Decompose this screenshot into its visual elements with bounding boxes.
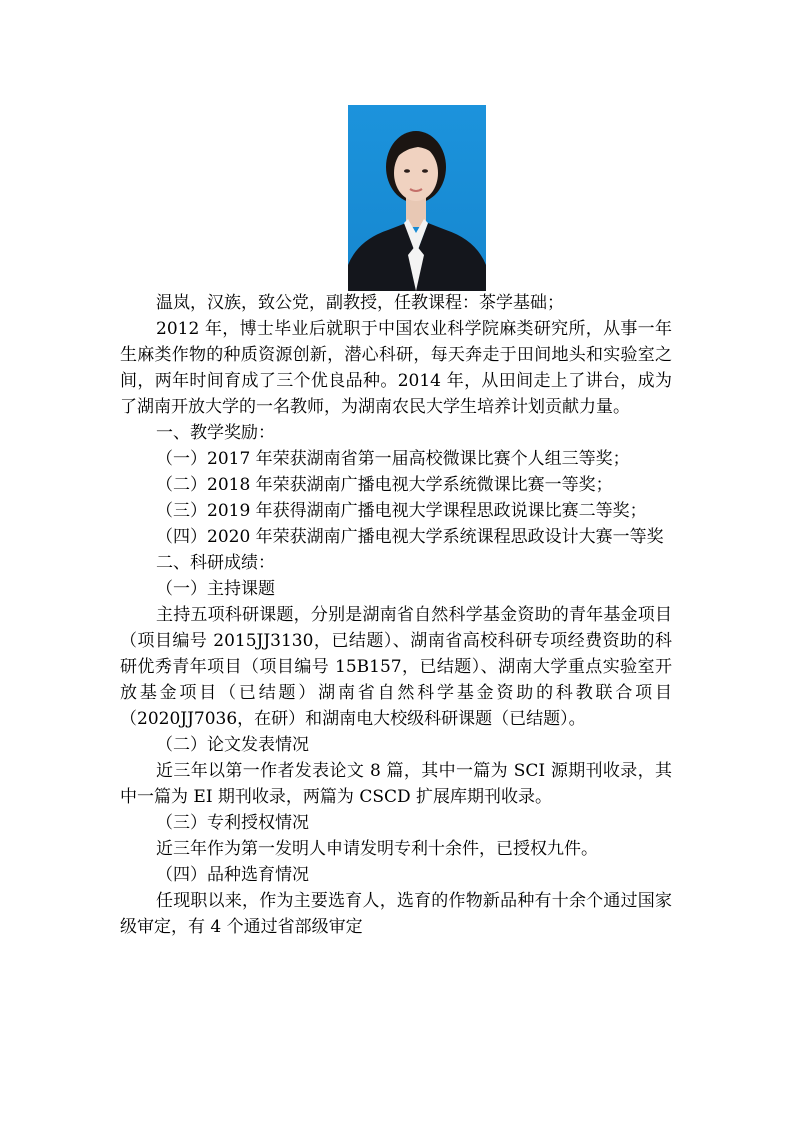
patents-paragraph: 近三年作为第一发明人申请发明专利十余件，已授权九件。 [156, 839, 598, 859]
career-paragraph: 2012 年，博士毕业后就职于中国农业科学院麻类研究所，从事一年生麻类作物的种质资源创新，潜心科研，每天奔走于田间地头和实验室之间，两年时间育成了三个优良品种。2014 年，从田间走上了讲台，成为了湖南开放大学的一名教师，为湖南农民大学生培养计划贡献力量。 [120, 319, 672, 417]
subheading-patents: （三）专利授权情况 [156, 813, 309, 833]
projects-paragraph: 主持五项科研课题，分别是湖南省自然科学基金资助的青年基金项目（项目编号 2015JJ3130，已结题）、湖南省高校科研专项经费资助的科研优秀青年项目（项目编号 15B157，已结题）、湖南大学重点实验室开放基金项目（已结题）湖南省自然科学基金资助的科教联合项目（2020JJ7036，在研）和湖南电大校级科研课题（已结题）。 [120, 605, 672, 729]
section-heading-teaching-awards: 一、教学奖励： [156, 423, 275, 443]
award-item: （一）2017 年荣获湖南省第一届高校微课比赛个人组三等奖； [156, 449, 630, 469]
award-item: （二）2018 年荣获湖南广播电视大学系统微课比赛一等奖； [156, 475, 613, 495]
subheading-papers: （二）论文发表情况 [156, 735, 309, 755]
portrait-icon [348, 105, 486, 291]
intro-line: 温岚，汉族，致公党，副教授，任教课程：茶学基础； [156, 293, 564, 313]
section-heading-research: 二、科研成绩： [156, 553, 275, 573]
breeding-paragraph: 任现职以来，作为主要选育人，选育的作物新品种有十余个通过国家级审定，有 4 个通过省部级审定 [120, 891, 672, 937]
profile-text [120, 290, 672, 940]
award-item: （四）2020 年荣获湖南广播电视大学系统课程思政设计大赛一等奖 [156, 527, 664, 547]
award-item: （三）2019 年获得湖南广播电视大学课程思政说课比赛二等奖； [156, 501, 647, 521]
papers-paragraph: 近三年以第一作者发表论文 8 篇，其中一篇为 SCI 源期刊收录，其中一篇为 EI 期刊收录，两篇为 CSCD 扩展库期刊收录。 [120, 761, 672, 807]
subheading-breeding: （四）品种选育情况 [156, 865, 309, 885]
portrait-photo [348, 105, 486, 291]
subheading-projects: （一）主持课题 [156, 579, 275, 599]
